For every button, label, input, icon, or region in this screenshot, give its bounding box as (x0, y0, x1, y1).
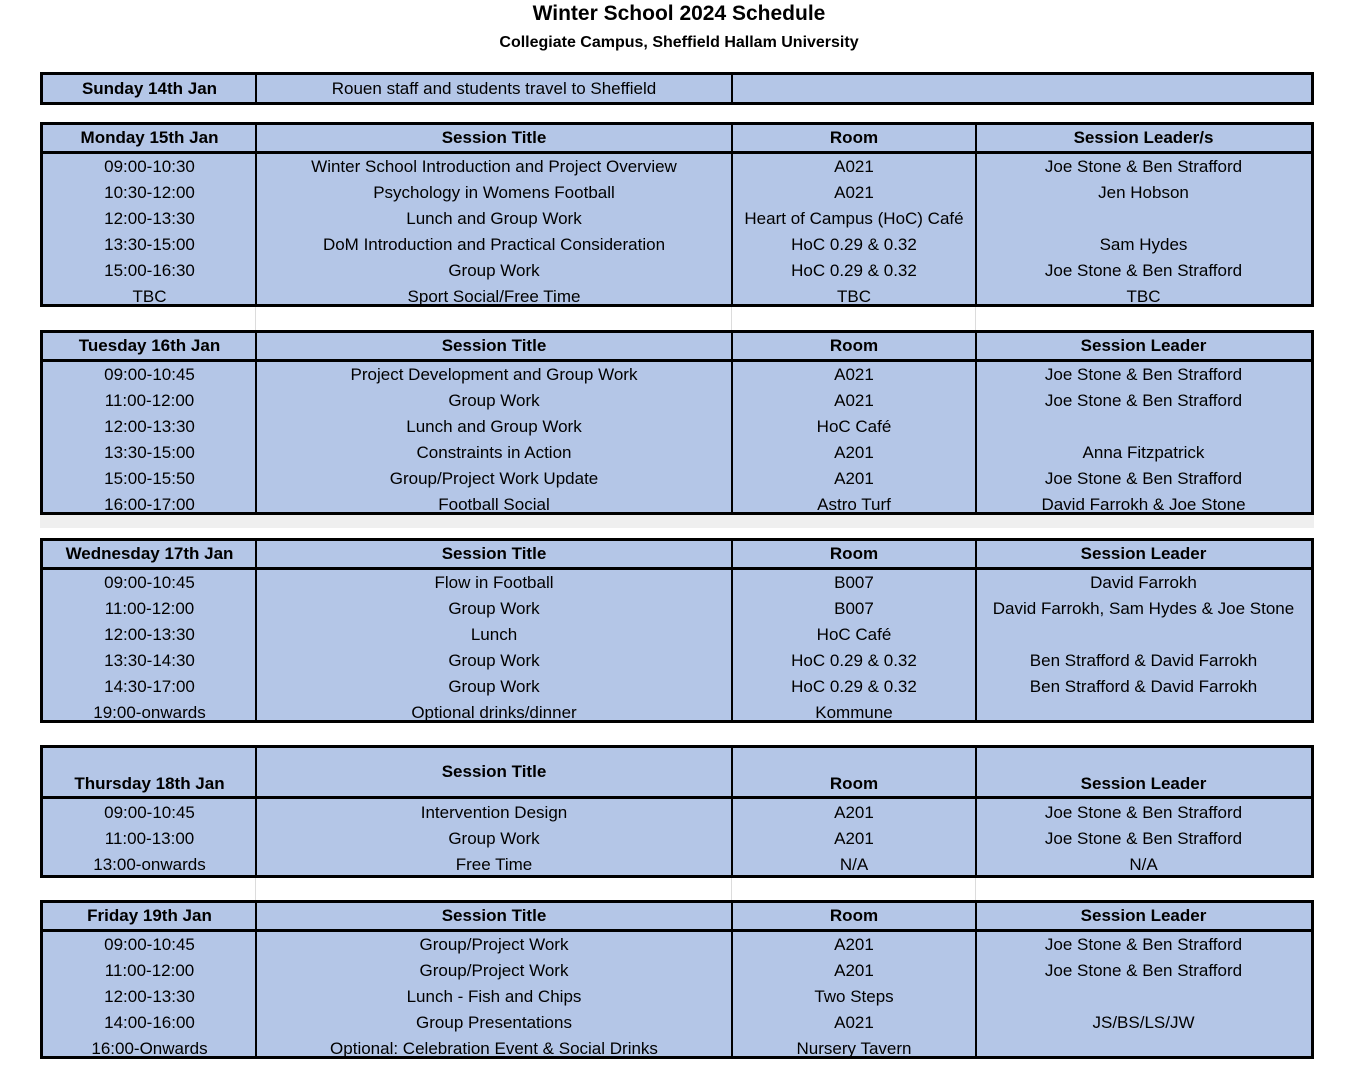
session-leader-cell: TBC (1126, 287, 1161, 306)
session-title-cell: Lunch (470, 625, 518, 644)
table-row (43, 388, 1311, 414)
time-cell: 15:00-16:30 (104, 261, 195, 280)
column-header-session-title: Session Title (441, 336, 547, 355)
session-leader-cell: Joe Stone & Ben Strafford (1044, 961, 1243, 980)
room-cell: N/A (839, 855, 869, 874)
time-cell: 13:00-onwards (93, 855, 206, 874)
column-header-room: Room (829, 544, 879, 563)
table-row (43, 648, 1311, 674)
room-cell: Astro Turf (817, 495, 891, 514)
time-cell: 11:00-12:00 (104, 391, 195, 410)
session-leader-cell: Anna Fitzpatrick (1082, 443, 1205, 462)
day-label: Thursday 18th Jan (74, 774, 225, 793)
session-leader-cell: Sam Hydes (1099, 235, 1188, 254)
session-leader-cell: Joe Stone & Ben Strafford (1044, 469, 1243, 488)
time-cell: 11:00-12:00 (104, 961, 195, 980)
session-leader-cell: Joe Stone & Ben Strafford (1044, 365, 1243, 384)
day-block (40, 122, 1314, 307)
table-row (43, 622, 1311, 648)
table-row (43, 206, 1311, 232)
day-label: Wednesday 17th Jan (65, 544, 234, 563)
time-cell: 09:00-10:45 (104, 573, 195, 592)
table-row (43, 852, 1311, 878)
session-title-cell: Lunch and Group Work (406, 417, 582, 436)
table-row (43, 700, 1311, 726)
session-title-cell: Group/Project Work (419, 935, 569, 954)
room-cell: A021 (834, 365, 874, 384)
column-header-session-title: Session Title (441, 762, 547, 781)
table-row (43, 466, 1311, 492)
session-title-cell: Lunch and Group Work (406, 209, 582, 228)
room-cell: HoC 0.29 & 0.32 (791, 261, 917, 280)
column-header-session-leader: Session Leader/s (1073, 128, 1214, 147)
header-row (43, 333, 1311, 359)
time-cell: 12:00-13:30 (104, 209, 195, 228)
room-cell: Kommune (815, 703, 893, 722)
session-title-cell: Winter School Introduction and Project Overview (311, 157, 677, 176)
day-block (40, 900, 1314, 1059)
table-row (43, 958, 1311, 984)
room-cell: A201 (834, 829, 874, 848)
room-cell: B007 (834, 599, 874, 618)
column-header-session-leader: Session Leader (1080, 544, 1207, 563)
column-header-room: Room (829, 336, 879, 355)
time-cell: 09:00-10:45 (104, 935, 195, 954)
session-title-cell: Sport Social/Free Time (407, 287, 581, 306)
table-row (43, 180, 1311, 206)
session-title-cell: Lunch - Fish and Chips (406, 987, 582, 1006)
session-leader-cell (976, 984, 1311, 1010)
room-cell: A201 (834, 961, 874, 980)
time-cell: 12:00-13:30 (104, 417, 195, 436)
time-cell: 09:00-10:45 (104, 365, 195, 384)
session-leader-cell: JS/BS/LS/JW (1092, 1013, 1195, 1032)
column-header-session-title: Session Title (441, 544, 547, 563)
session-title-cell: Football Social (438, 495, 550, 514)
time-cell: 12:00-13:30 (104, 987, 195, 1006)
time-cell: 13:30-15:00 (104, 235, 195, 254)
session-title-cell: Psychology in Womens Football (373, 183, 615, 202)
session-title-cell: Group Work (448, 391, 540, 410)
table-row (43, 570, 1311, 596)
room-cell: HoC 0.29 & 0.32 (791, 235, 917, 254)
day-block (40, 330, 1314, 515)
session-leader-cell: Joe Stone & Ben Strafford (1044, 261, 1243, 280)
table-row (43, 232, 1311, 258)
time-cell: 10:30-12:00 (104, 183, 195, 202)
room-cell: HoC Café (816, 625, 892, 644)
session-title-cell: Flow in Football (434, 573, 554, 592)
session-leader-cell: David Farrokh & Joe Stone (1041, 495, 1246, 514)
session-title-cell: Intervention Design (420, 803, 568, 822)
column-header-session-leader: Session Leader (1080, 336, 1207, 355)
header-row (43, 541, 1311, 567)
day-label: Sunday 14th Jan (81, 78, 218, 98)
column-header-session-leader: Session Leader (1080, 774, 1207, 793)
session-leader-cell: Joe Stone & Ben Strafford (1044, 157, 1243, 176)
room-cell: HoC 0.29 & 0.32 (791, 651, 917, 670)
table-row (43, 492, 1311, 518)
table-row (43, 674, 1311, 700)
session-title-cell: Group Work (448, 599, 540, 618)
time-cell: 19:00-onwards (93, 703, 206, 722)
table-row (43, 932, 1311, 958)
table-row (43, 154, 1311, 180)
travel-note: Rouen staff and students travel to Sheffield (331, 78, 657, 98)
room-cell: A201 (834, 469, 874, 488)
time-cell: 13:30-15:00 (104, 443, 195, 462)
column-header-room: Room (829, 128, 879, 147)
time-cell: 11:00-12:00 (104, 599, 195, 618)
time-cell: 12:00-13:30 (104, 625, 195, 644)
table-row (43, 362, 1311, 388)
table-row (43, 258, 1311, 284)
session-leader-cell (976, 622, 1311, 648)
session-leader-cell: Ben Strafford & David Farrokh (1029, 677, 1258, 696)
time-cell: 09:00-10:30 (104, 157, 195, 176)
column-header-room: Room (829, 906, 879, 925)
table-row (43, 800, 1311, 826)
session-leader-cell: David Farrokh, Sam Hydes & Joe Stone (992, 599, 1295, 618)
room-cell: A021 (834, 391, 874, 410)
time-cell: TBC (132, 287, 167, 306)
session-leader-cell (976, 700, 1311, 726)
day-block (40, 745, 1314, 878)
table-row (43, 984, 1311, 1010)
room-cell: TBC (837, 287, 871, 306)
room-cell: Two Steps (814, 987, 894, 1006)
session-leader-cell (976, 1036, 1311, 1062)
column-header-session-title: Session Title (441, 128, 547, 147)
session-title-cell: Group Work (448, 829, 540, 848)
session-title-cell: Constraints in Action (416, 443, 572, 462)
table-row (43, 596, 1311, 622)
table-row (43, 1010, 1311, 1036)
session-leader-cell: David Farrokh (1090, 573, 1197, 592)
session-leader-cell: N/A (1129, 855, 1158, 874)
session-title-cell: Group Work (448, 651, 540, 670)
room-cell: Heart of Campus (HoC) Café (744, 209, 964, 228)
session-title-cell: Group/Project Work Update (389, 469, 599, 488)
time-cell: 14:00-16:00 (104, 1013, 195, 1032)
header-row (43, 903, 1311, 929)
session-title-cell: Project Development and Group Work (350, 365, 638, 384)
table-row (43, 284, 1311, 310)
session-leader-cell: Jen Hobson (1098, 183, 1189, 202)
header-row (43, 748, 1311, 796)
room-cell: HoC Café (816, 417, 892, 436)
room-cell: A201 (834, 443, 874, 462)
time-cell: 16:00-Onwards (91, 1039, 208, 1058)
time-cell: 13:30-14:30 (104, 651, 195, 670)
session-leader-cell: Joe Stone & Ben Strafford (1044, 391, 1243, 410)
session-leader-cell: Joe Stone & Ben Strafford (1044, 803, 1243, 822)
room-cell: A021 (834, 183, 874, 202)
session-title-cell: DoM Introduction and Practical Consideration (322, 235, 666, 254)
session-title-cell: Group Work (448, 677, 540, 696)
table-row (43, 414, 1311, 440)
session-leader-cell: Joe Stone & Ben Strafford (1044, 829, 1243, 848)
sunday-block (40, 72, 1314, 105)
table-row (43, 440, 1311, 466)
table-row (43, 826, 1311, 852)
room-cell: HoC 0.29 & 0.32 (791, 677, 917, 696)
session-title-cell: Group Presentations (416, 1013, 572, 1032)
column-header-session-title: Session Title (441, 906, 547, 925)
room-cell: A201 (834, 803, 874, 822)
column-header-session-leader: Session Leader (1080, 906, 1207, 925)
room-cell: A021 (834, 1013, 874, 1032)
column-header-room: Room (829, 774, 879, 793)
session-title-cell: Group/Project Work (419, 961, 569, 980)
time-cell: 14:30-17:00 (104, 677, 195, 696)
room-cell: A021 (834, 157, 874, 176)
page-title: Winter School 2024 Schedule (532, 2, 826, 25)
session-leader-cell (976, 206, 1311, 232)
room-cell: Nursery Tavern (796, 1039, 912, 1058)
day-label: Monday 15th Jan (80, 128, 219, 147)
header-row (43, 125, 1311, 151)
session-leader-cell (976, 414, 1311, 440)
time-cell: 16:00-17:00 (104, 495, 195, 514)
day-label: Tuesday 16th Jan (78, 336, 221, 355)
day-block (40, 538, 1314, 723)
page-subtitle: Collegiate Campus, Sheffield Hallam University (499, 34, 859, 51)
room-cell: A201 (834, 935, 874, 954)
session-title-cell: Optional: Celebration Event & Social Drinks (330, 1039, 658, 1058)
session-leader-cell: Ben Strafford & David Farrokh (1029, 651, 1258, 670)
day-label: Friday 19th Jan (87, 906, 212, 925)
session-title-cell: Free Time (455, 855, 533, 874)
session-leader-cell: Joe Stone & Ben Strafford (1044, 935, 1243, 954)
time-cell: 09:00-10:45 (104, 803, 195, 822)
table-row (43, 1036, 1311, 1062)
room-cell: B007 (834, 573, 874, 592)
time-cell: 11:00-13:00 (104, 829, 195, 848)
session-title-cell: Optional drinks/dinner (411, 703, 577, 722)
time-cell: 15:00-15:50 (104, 469, 195, 488)
session-title-cell: Group Work (448, 261, 540, 280)
